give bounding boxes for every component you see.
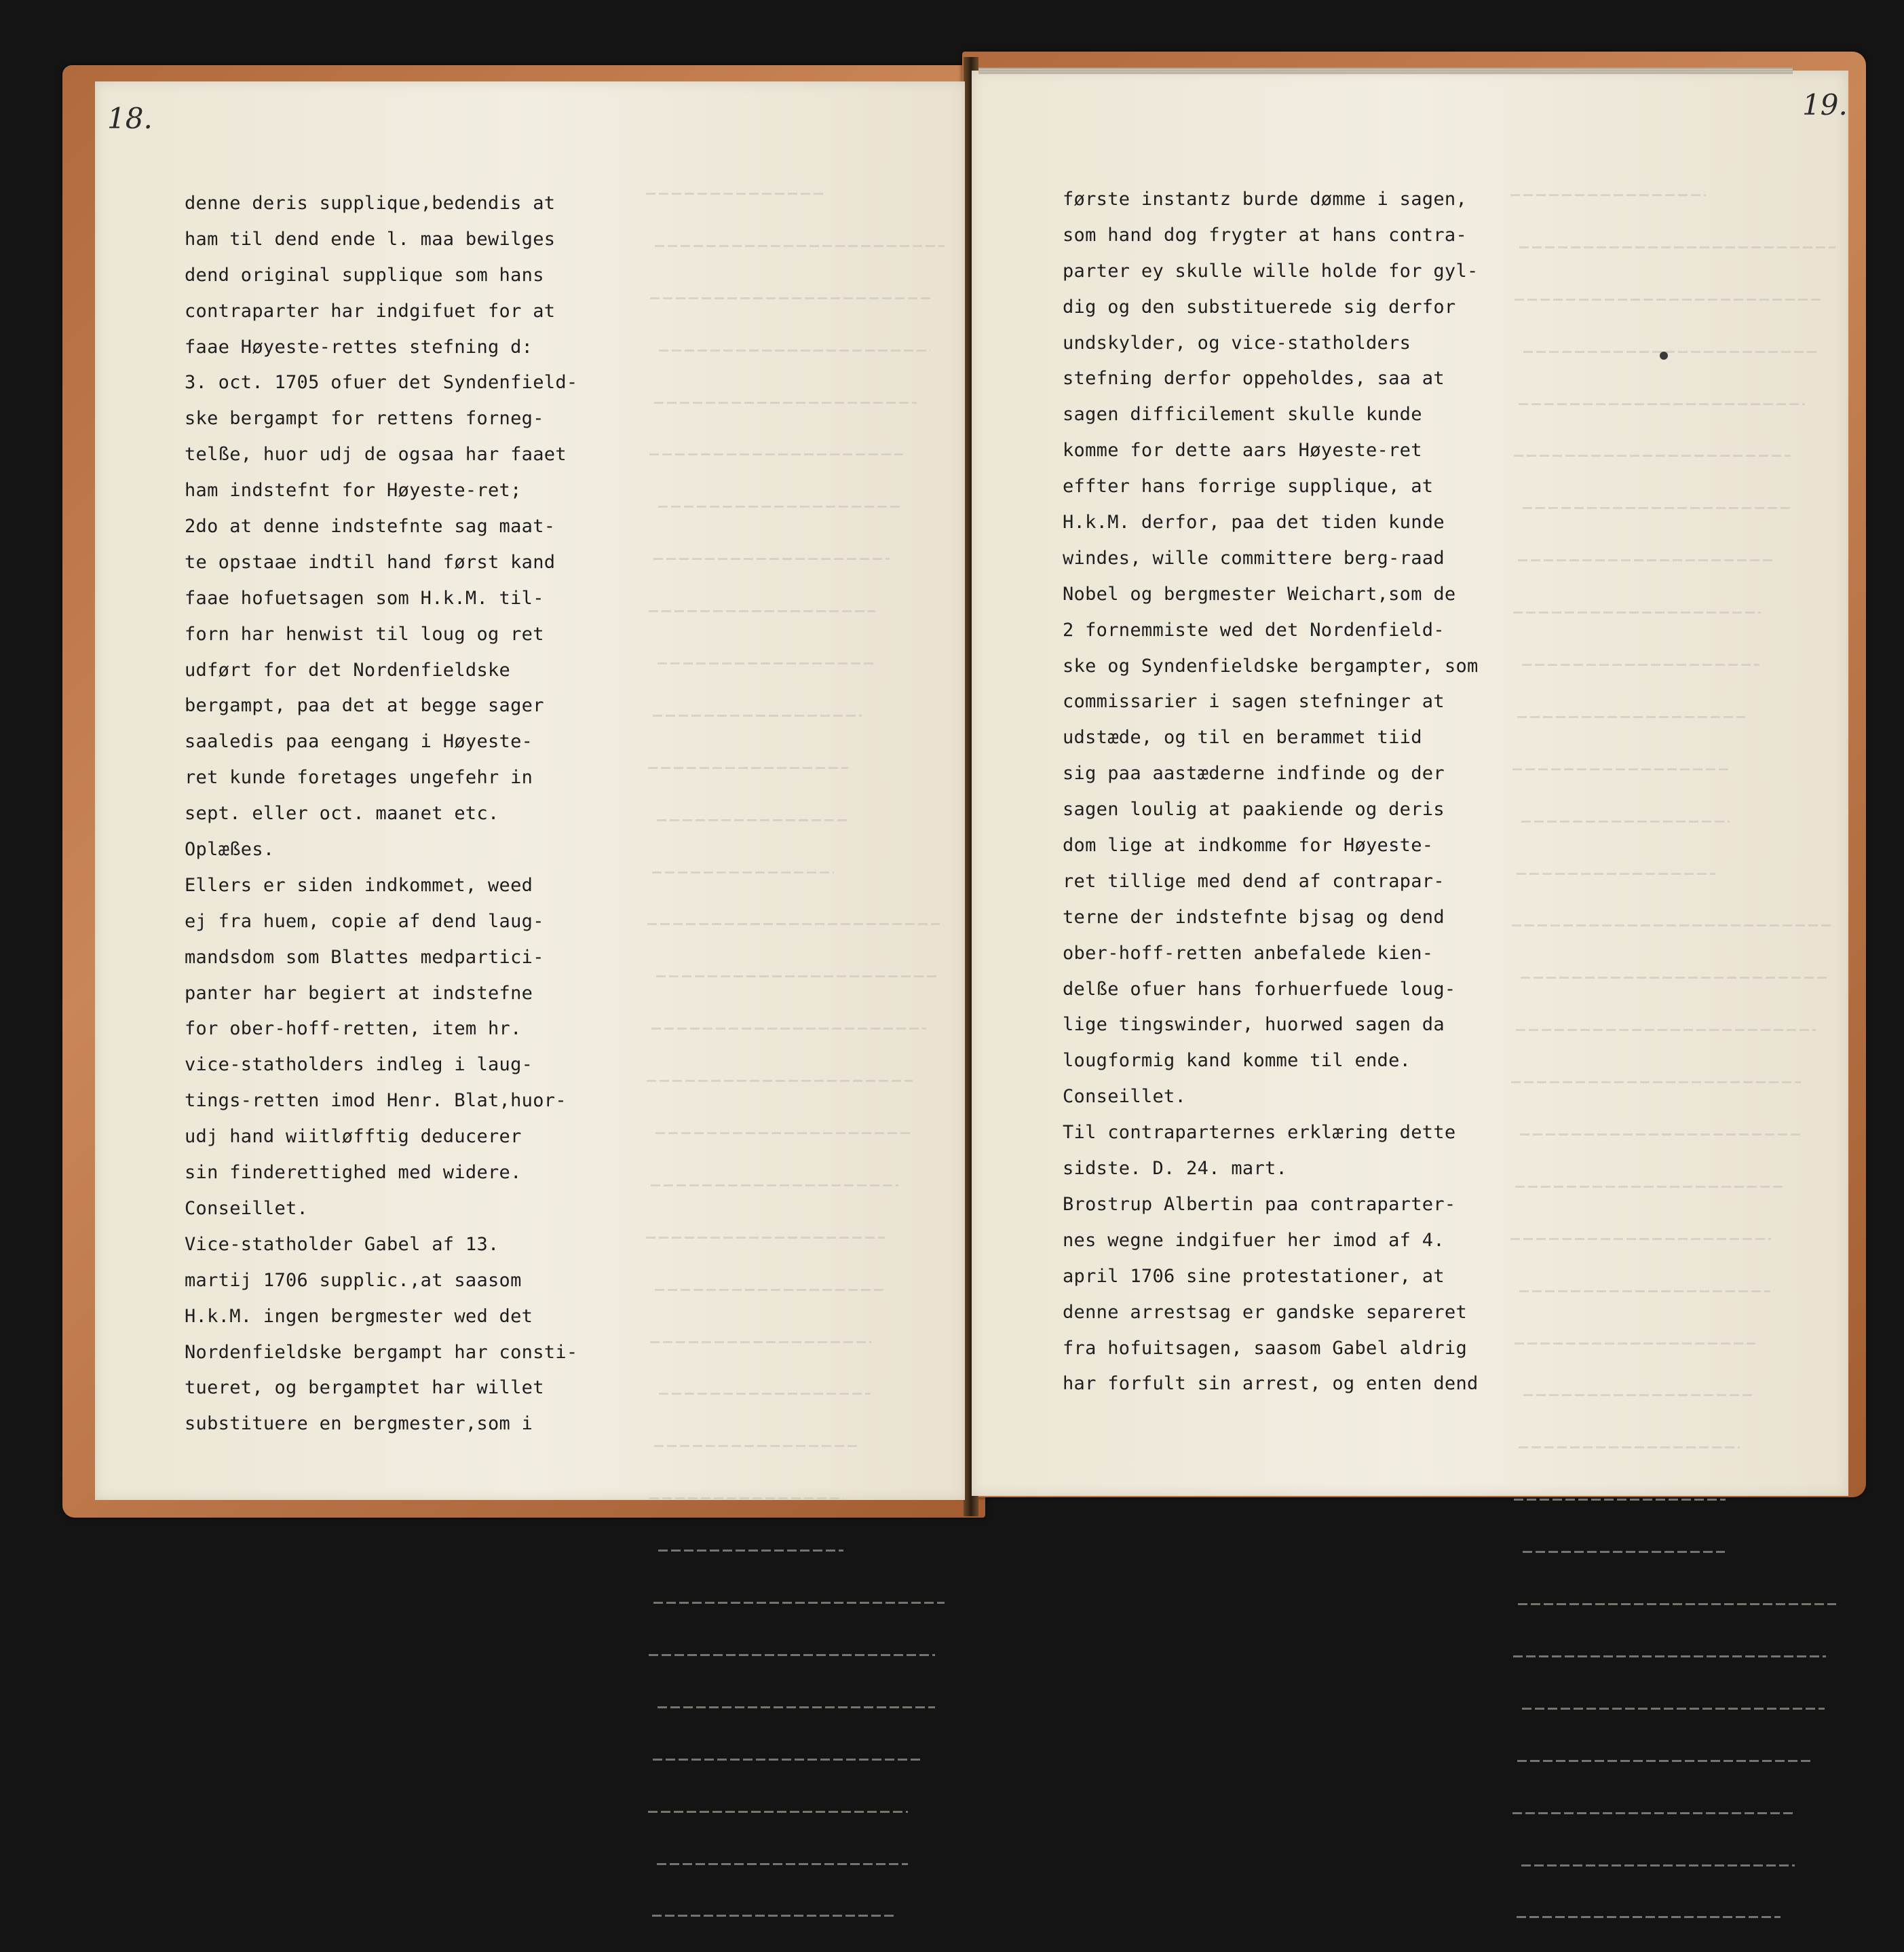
bleed-line xyxy=(1510,1394,1836,1430)
text-line: ober-hoff-retten anbefalede kien- xyxy=(1063,942,1434,964)
bleed-line xyxy=(1510,821,1836,857)
bleed-line xyxy=(646,350,945,386)
bleed-line xyxy=(1510,455,1836,491)
text-line: sig paa aastæderne indfinde og der xyxy=(1063,763,1445,785)
bleed-line xyxy=(1510,1446,1836,1482)
right-page-number: 19. xyxy=(1802,88,1848,121)
bleed-line xyxy=(646,1811,945,1847)
text-line: for ober-hoff-retten, item hr. xyxy=(185,1018,522,1040)
bleed-line xyxy=(646,975,945,1011)
text-line: Til contraparternes erklæring dette xyxy=(1063,1122,1456,1144)
text-line: faae Høyeste-rettes stefning d: xyxy=(185,336,533,358)
text-line: telße, huor udj de ogsaa har faaet xyxy=(185,444,567,466)
text-line: delße ofuer hans forhuerfuede loug- xyxy=(1063,978,1456,1000)
text-line: første instantz burde dømme i sagen, xyxy=(1063,189,1467,210)
bleed-line xyxy=(646,871,945,907)
text-line: Brostrup Albertin paa contraparter- xyxy=(1063,1193,1456,1215)
ink-spot xyxy=(1660,352,1668,360)
bleed-line xyxy=(1510,664,1836,700)
text-line: windes, wille committere berg-raad xyxy=(1063,547,1445,569)
bleed-line xyxy=(1510,1708,1836,1744)
text-line: Oplæßes. xyxy=(185,839,275,861)
text-line: terne der indstefnte bjsag og dend xyxy=(1063,906,1445,928)
bleed-line xyxy=(646,662,945,698)
bleed-line xyxy=(646,402,945,438)
bleed-line xyxy=(1510,403,1836,439)
text-line: sidste. D. 24. mart. xyxy=(1063,1158,1288,1180)
text-line: ret tillige med dend af contrapar- xyxy=(1063,870,1445,892)
bleed-line xyxy=(646,1445,945,1481)
bleed-line xyxy=(646,767,945,803)
text-line: stefning derfor oppeholdes, saa at xyxy=(1063,368,1445,390)
text-line: denne arrestsag er gandske separeret xyxy=(1063,1301,1467,1323)
text-line: tings-retten imod Henr. Blat,huor- xyxy=(185,1090,567,1112)
text-line: nes wegne indgifuer her imod af 4. xyxy=(1063,1229,1445,1251)
text-line: udført for det Nordenfieldske xyxy=(185,659,511,681)
bleed-line xyxy=(646,1706,945,1742)
text-line: dig og den substituerede sig derfor xyxy=(1063,296,1456,318)
bleed-line xyxy=(646,558,945,594)
bleed-line xyxy=(646,923,945,959)
bleed-line xyxy=(646,245,945,281)
bleed-line xyxy=(1510,1812,1836,1848)
bleed-line xyxy=(646,819,945,855)
text-line: forn har henwist til loug og ret xyxy=(185,623,544,645)
text-line: panter har begiert at indstefne xyxy=(185,982,533,1004)
bleed-line xyxy=(646,453,945,489)
bleed-line xyxy=(646,1497,945,1533)
text-line: lige tingswinder, huorwed sagen da xyxy=(1063,1014,1445,1036)
text-line: Conseillet. xyxy=(1063,1086,1187,1108)
bleed-line xyxy=(1510,1029,1836,1065)
bleed-line xyxy=(1510,246,1836,282)
bleed-line xyxy=(1510,1290,1836,1326)
text-line: ske bergampt for rettens forneg- xyxy=(185,408,544,430)
text-line: ret kunde foretages ungefehr in xyxy=(185,767,533,789)
text-line: faae hofuetsagen som H.k.M. til- xyxy=(185,587,544,609)
bleed-line xyxy=(1510,1238,1836,1274)
bleed-line xyxy=(646,1654,945,1690)
page-edges xyxy=(978,68,1793,75)
bleed-line xyxy=(646,1550,945,1585)
bleed-line xyxy=(646,715,945,751)
bleed-line xyxy=(1510,1551,1836,1587)
text-line: ham indstefnt for Høyeste-ret; xyxy=(185,480,522,502)
text-line: april 1706 sine protestationer, at xyxy=(1063,1265,1445,1287)
bleed-line xyxy=(1510,194,1836,230)
bleed-line xyxy=(1510,1081,1836,1117)
text-line: ej fra huem, copie af dend laug- xyxy=(185,910,544,932)
text-line: udstæde, og til en berammet tiid xyxy=(1063,727,1422,749)
text-line: 2 fornemmiste wed det Nordenfield- xyxy=(1063,619,1445,641)
text-line: martij 1706 supplic.,at saasom xyxy=(185,1269,522,1291)
bleed-line xyxy=(646,1184,945,1220)
bleed-line xyxy=(1510,716,1836,752)
text-line: lougformig kand komme til ende. xyxy=(1063,1050,1411,1072)
text-line: Nobel og bergmester Weichart,som de xyxy=(1063,583,1456,605)
text-line: Vice-statholder Gabel af 13. xyxy=(185,1233,499,1255)
text-line: 3. oct. 1705 ofuer det Syndenfield- xyxy=(185,372,578,394)
text-line: sagen loulig at paakiende og deris xyxy=(1063,799,1445,821)
bleed-line xyxy=(1510,1864,1836,1900)
text-line: H.k.M. derfor, paa det tiden kunde xyxy=(1063,512,1445,533)
bleed-line xyxy=(1510,1916,1836,1952)
right-bleed-through xyxy=(1510,178,1836,1952)
text-line: te opstaae indtil hand først kand xyxy=(185,551,556,573)
text-line: komme for dette aars Høyeste-ret xyxy=(1063,440,1422,462)
bleed-line xyxy=(1510,1133,1836,1169)
bleed-line xyxy=(646,1393,945,1429)
bleed-line xyxy=(1510,1603,1836,1639)
bleed-line xyxy=(1510,507,1836,543)
bleed-line xyxy=(646,1863,945,1899)
bleed-line xyxy=(646,1915,945,1951)
text-line: saaledis paa eengang i Høyeste- xyxy=(185,731,533,753)
text-line: commissarier i sagen stefninger at xyxy=(1063,691,1445,713)
bleed-line xyxy=(1510,1343,1836,1378)
text-line: tueret, og bergamptet har willet xyxy=(185,1377,544,1399)
bleed-line xyxy=(1510,768,1836,804)
text-line: Conseillet. xyxy=(185,1197,309,1219)
text-line: sagen difficilement skulle kunde xyxy=(1063,404,1422,426)
text-line: mandsdom som Blattes medpartici- xyxy=(185,946,544,968)
text-line: dend original supplique som hans xyxy=(185,264,544,286)
left-text-column xyxy=(185,186,577,1442)
bleed-line xyxy=(1510,351,1836,387)
text-line: effter hans forrige supplique, at xyxy=(1063,476,1434,498)
left-bleed-through xyxy=(646,176,945,1951)
bleed-line xyxy=(646,1132,945,1168)
text-line: denne deris supplique,bedendis at xyxy=(185,193,556,214)
text-line: parter ey skulle wille holde for gyl- xyxy=(1063,260,1479,282)
text-line: sept. eller oct. maanet etc. xyxy=(185,803,499,825)
bleed-line xyxy=(1510,1499,1836,1535)
bleed-line xyxy=(646,193,945,229)
text-line: fra hofuitsagen, saasom Gabel aldrig xyxy=(1063,1337,1467,1359)
text-line: ham til dend ende l. maa bewilges xyxy=(185,228,556,250)
text-line: udj hand wiitløfftig deducerer xyxy=(185,1126,522,1148)
text-line: substituere en bergmester,som i xyxy=(185,1413,533,1435)
text-line: dom lige at indkomme for Høyeste- xyxy=(1063,835,1434,857)
text-line: Ellers er siden indkommet, weed xyxy=(185,874,533,896)
right-text-column xyxy=(1063,182,1479,1402)
text-line: ske og Syndenfieldske bergampter, som xyxy=(1063,655,1479,677)
bleed-line xyxy=(646,1341,945,1377)
bleed-line xyxy=(1510,1760,1836,1796)
bleed-line xyxy=(646,297,945,333)
text-line: H.k.M. ingen bergmester wed det xyxy=(185,1305,533,1327)
bleed-line xyxy=(646,1759,945,1795)
text-line: Nordenfieldske bergampt har consti- xyxy=(185,1341,578,1363)
bleed-line xyxy=(1510,559,1836,595)
left-page-number: 18. xyxy=(107,102,153,135)
bleed-line xyxy=(1510,1655,1836,1691)
bleed-line xyxy=(646,1289,945,1325)
bleed-line xyxy=(646,610,945,646)
bleed-line xyxy=(1510,924,1836,960)
text-line: contraparter har indgifuet for at xyxy=(185,300,556,322)
text-line: 2do at denne indstefnte sag maat- xyxy=(185,516,556,538)
text-line: undskylder, og vice-statholders xyxy=(1063,332,1411,354)
bleed-line xyxy=(646,1237,945,1273)
bleed-line xyxy=(1510,873,1836,909)
text-line: har forfult sin arrest, og enten dend xyxy=(1063,1373,1479,1395)
bleed-line xyxy=(1510,299,1836,335)
bleed-line xyxy=(646,1080,945,1116)
text-line: bergampt, paa det at begge sager xyxy=(185,695,544,717)
bleed-line xyxy=(1510,977,1836,1013)
bleed-line xyxy=(646,506,945,542)
bleed-line xyxy=(646,1028,945,1064)
text-line: som hand dog frygter at hans contra- xyxy=(1063,224,1467,246)
bleed-line xyxy=(646,1602,945,1638)
text-line: sin finderettighed med widere. xyxy=(185,1162,522,1184)
bleed-line xyxy=(1510,1186,1836,1222)
bleed-line xyxy=(1510,612,1836,647)
text-line: vice-statholders indleg i laug- xyxy=(185,1054,533,1076)
